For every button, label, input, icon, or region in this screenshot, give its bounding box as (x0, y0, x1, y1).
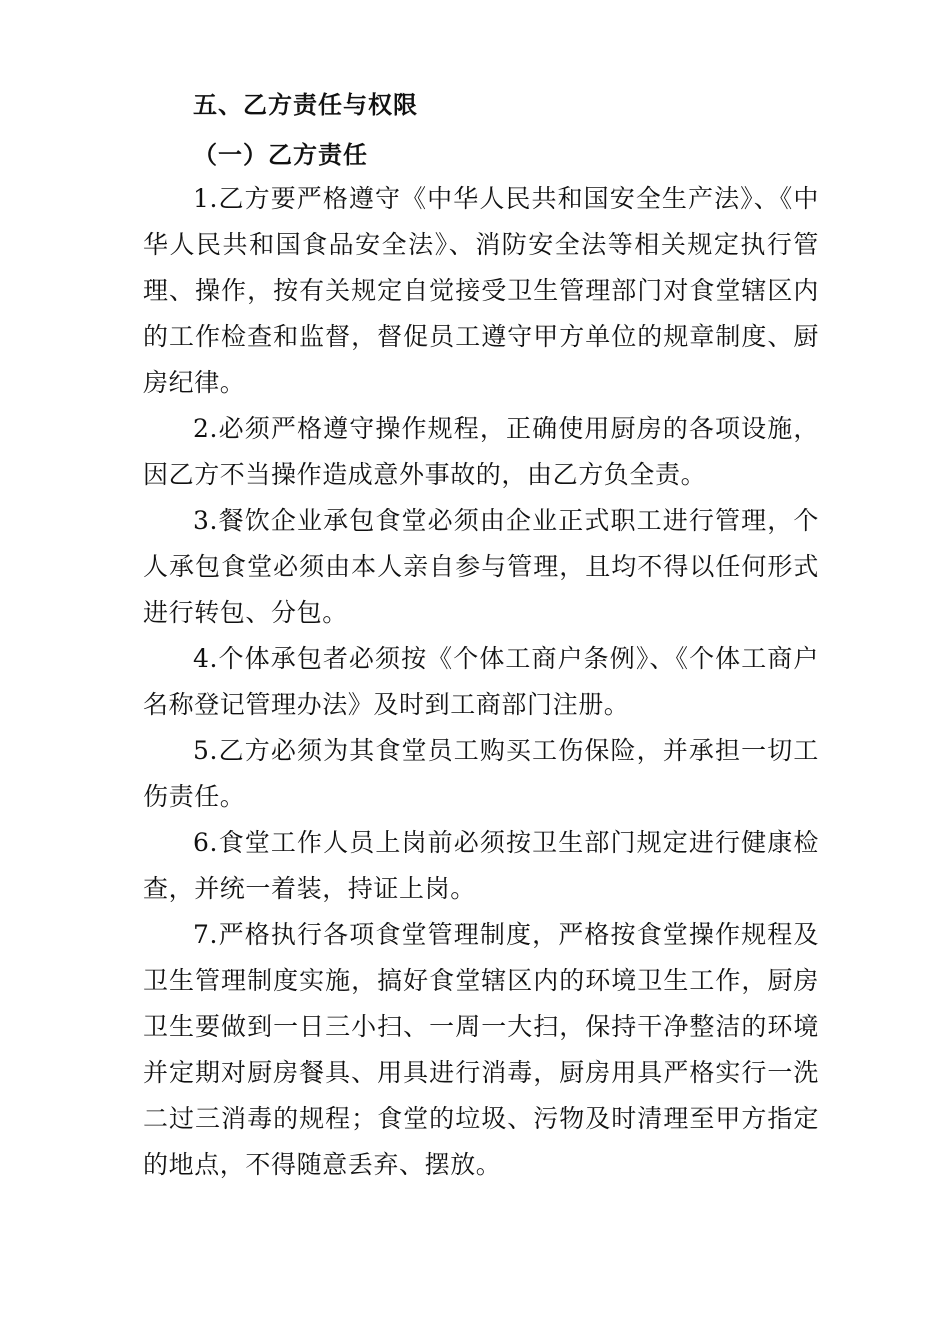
document-body (143, 86, 819, 1188)
paragraph-1: 1.乙方要严格遵守《中华人民共和国安全生产法》、《中华人民共和国食品安全法》、消防安全法等相关规定执行管理、操作，按有关规定自觉接受卫生管理部门对食堂辖区内的工作检查和监督，督促员工遵守甲方单位的规章制度、厨房纪律。 (143, 184, 819, 397)
section-heading: 五、乙方责任与权限 (193, 91, 418, 119)
paragraph-7: 7.严格执行各项食堂管理制度，严格按食堂操作规程及卫生管理制度实施，搞好食堂辖区内的环境卫生工作，厨房卫生要做到一日三小扫、一周一大扫，保持干净整洁的环境并定期对厨房餐具、用具进行消毒，厨房用具严格实行一洗二过三消毒的规程；食堂的垃圾、污物及时清理至甲方指定的地点，不得随意丢弃、摆放。 (143, 920, 819, 1179)
paragraph-4: 4.个体承包者必须按《个体工商户条例》、《个体工商户名称登记管理办法》及时到工商部门注册。 (143, 644, 819, 719)
paragraph-5: 5.乙方必须为其食堂员工购买工伤保险，并承担一切工伤责任。 (143, 736, 819, 811)
paragraph-6: 6.食堂工作人员上岗前必须按卫生部门规定进行健康检查，并统一着装，持证上岗。 (143, 828, 819, 903)
paragraph-3: 3.餐饮企业承包食堂必须由企业正式职工进行管理，个人承包食堂必须由本人亲自参与管理，且均不得以任何形式进行转包、分包。 (143, 506, 819, 627)
paragraph-2: 2.必须严格遵守操作规程，正确使用厨房的各项设施，因乙方不当操作造成意外事故的，由乙方负全责。 (143, 414, 819, 489)
subsection-heading: （一）乙方责任 (193, 141, 368, 169)
